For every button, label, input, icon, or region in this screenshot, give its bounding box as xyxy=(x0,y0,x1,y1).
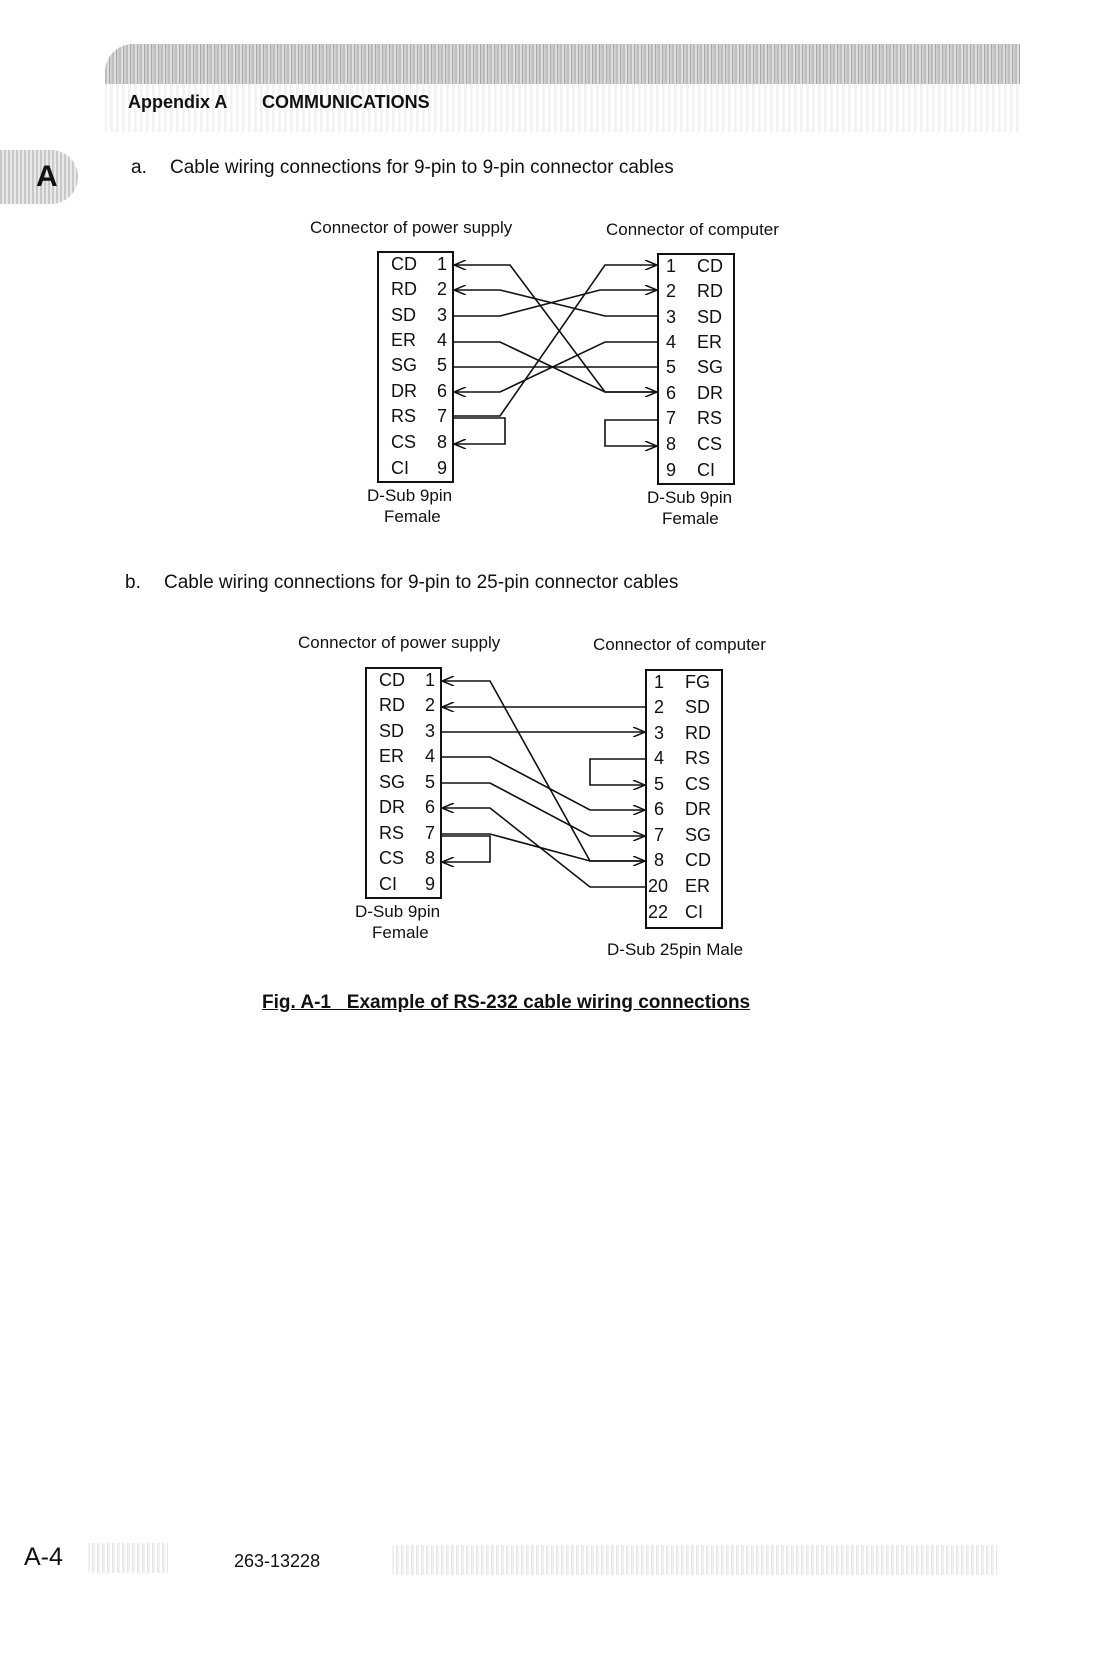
section-b-right-pin-num: 4 xyxy=(654,748,665,768)
section-a-left-pin-num: 4 xyxy=(437,330,448,350)
section-a-left-pin-sig: SD xyxy=(391,305,417,325)
section-b-right-pin-num: 20 xyxy=(648,876,669,896)
footer-page-number: A-4 xyxy=(24,1543,63,1571)
section-b-right-pin-sig: RS xyxy=(685,748,711,768)
section-a-right-pin-num: 9 xyxy=(666,460,677,480)
section-b-right-pins xyxy=(648,672,711,922)
section-a-right-pin-sig: ER xyxy=(697,332,723,352)
section-b-right-pin-sig: SD xyxy=(685,697,711,717)
section-a-right-heading: Connector of computer xyxy=(606,220,779,239)
section-a-left-pin-num: 1 xyxy=(437,254,448,274)
section-b-left-pin-sig: RD xyxy=(379,695,405,715)
section-b-left-pin-num: 8 xyxy=(425,848,436,868)
section-a-left-pin-sig: DR xyxy=(391,381,417,401)
wire-b-right-loop xyxy=(590,759,646,785)
section-b-right-pin-num: 7 xyxy=(654,825,665,845)
section-b-left-pin-num: 4 xyxy=(425,746,436,766)
section-b-right-caption: D-Sub 25pin Male xyxy=(607,940,744,959)
section-a-left-pin-sig: CD xyxy=(391,254,417,274)
footer-doc-number: 263-13228 xyxy=(234,1551,321,1571)
section-b-right-pin-sig: DR xyxy=(685,799,711,819)
section-a-right-caption-2: Female xyxy=(662,509,719,528)
section-a-left-pin-sig: SG xyxy=(391,355,418,375)
section-a-left-pin-sig: CI xyxy=(391,458,409,478)
section-a-left-caption-2: Female xyxy=(384,507,441,526)
section-b-left-pin-num: 9 xyxy=(425,874,436,894)
section-b-left-pin-sig: RS xyxy=(379,823,405,843)
section-b-right-pin-sig: CI xyxy=(685,902,703,922)
section-a-right-pin-num: 5 xyxy=(666,357,677,377)
section-b-left-pin-num: 6 xyxy=(425,797,436,817)
section-a-left-pin-sig: ER xyxy=(391,330,417,350)
appendix-tab-letter: A xyxy=(36,160,58,193)
section-a-right-pin-num: 8 xyxy=(666,434,677,454)
section-a-right-pin-sig: SD xyxy=(697,307,723,327)
section-a-left-pin-num: 9 xyxy=(437,458,448,478)
section-b-left-pin-sig: CS xyxy=(379,848,405,868)
section-a-right-pin-sig: RD xyxy=(697,281,723,301)
section-a-right-pin-num: 1 xyxy=(666,256,677,276)
section-b-label: b. xyxy=(125,572,141,593)
section-b-left-pin-sig: ER xyxy=(379,746,405,766)
section-a-right-pin-sig: SG xyxy=(697,357,724,377)
section-b-right-pin-num: 3 xyxy=(654,723,665,743)
section-b-right-pin-num: 8 xyxy=(654,850,665,870)
section-a-right-pin-sig: CS xyxy=(697,434,723,454)
section-a-left-pin-num: 7 xyxy=(437,406,448,426)
section-b-right-pin-num: 6 xyxy=(654,799,665,819)
wire-b-left-loop xyxy=(441,836,490,862)
section-a-right-caption-1: D-Sub 9pin xyxy=(647,488,733,507)
section-a-left-pin-num: 3 xyxy=(437,305,448,325)
section-b-left-caption-2: Female xyxy=(372,923,429,942)
section-a-left-pin-sig: CS xyxy=(391,432,417,452)
section-b-right-pin-sig: CS xyxy=(685,774,711,794)
section-b-left-pin-num: 2 xyxy=(425,695,436,715)
footer-pattern-left xyxy=(88,1543,168,1573)
section-a-title: Cable wiring connections for 9-pin to 9-pin connector cables xyxy=(170,157,674,178)
section-b-right-pin-num: 22 xyxy=(648,902,669,922)
section-b-wires xyxy=(441,681,646,887)
section-b-right-pin-sig: ER xyxy=(685,876,711,896)
section-a-left-pin-sig: RS xyxy=(391,406,417,426)
wire-b-rs7-cd8 xyxy=(441,834,644,861)
appendix-label: Appendix A xyxy=(128,92,228,112)
section-a-right-pin-num: 7 xyxy=(666,408,677,428)
section-b-right-pin-num: 5 xyxy=(654,774,665,794)
section-a-right-pin-sig: CD xyxy=(697,256,723,276)
section-b-right-heading: Connector of computer xyxy=(593,635,766,654)
appendix-title: COMMUNICATIONS xyxy=(262,92,430,112)
figure-caption: Fig. A-1 Example of RS-232 cable wiring connections xyxy=(262,992,751,1013)
section-a-left-pin-sig: RD xyxy=(391,279,417,299)
section-b-left-pin-sig: SD xyxy=(379,721,405,741)
section-a-right-pin-sig: RS xyxy=(697,408,723,428)
section-a-right-pin-num: 3 xyxy=(666,307,677,327)
section-b-left-pin-num: 5 xyxy=(425,772,436,792)
section-b-left-heading: Connector of power supply xyxy=(298,633,501,652)
section-a-right-pin-num: 4 xyxy=(666,332,677,352)
section-a-left-pin-num: 6 xyxy=(437,381,448,401)
section-b-left-pins xyxy=(379,670,435,894)
section-a-right-pin-num: 2 xyxy=(666,281,677,301)
section-b-left-pin-num: 7 xyxy=(425,823,436,843)
section-b-left-pin-sig: CD xyxy=(379,670,405,690)
wire-b-er20-dr6 xyxy=(443,808,646,887)
section-b-right-pin-sig: SG xyxy=(685,825,712,845)
section-b-right-pin-sig: FG xyxy=(685,672,710,692)
section-b-left-caption-1: D-Sub 9pin xyxy=(355,902,441,921)
section-b-left-pin-sig: DR xyxy=(379,797,405,817)
section-a-right-pin-num: 6 xyxy=(666,383,677,403)
section-a-left-pin-num: 5 xyxy=(437,355,448,375)
section-b-left-pin-sig: CI xyxy=(379,874,397,894)
section-b-right-pin-sig: CD xyxy=(685,850,711,870)
section-a-left-pin-num: 2 xyxy=(437,279,448,299)
section-b-title: Cable wiring connections for 9-pin to 25-pin connector cables xyxy=(164,572,679,593)
section-a-left-heading: Connector of power supply xyxy=(310,218,513,237)
section-a-label: a. xyxy=(131,157,147,178)
section-a-right-pin-sig: CI xyxy=(697,460,715,480)
section-b-left-pin-num: 1 xyxy=(425,670,436,690)
section-b-right-pin-num: 1 xyxy=(654,672,665,692)
section-a-right-pin-sig: DR xyxy=(697,383,723,403)
section-a-left-caption-1: D-Sub 9pin xyxy=(367,486,453,505)
footer-pattern-right xyxy=(392,1545,997,1575)
section-b-right-pin-num: 2 xyxy=(654,697,665,717)
section-b-left-pin-sig: SG xyxy=(379,772,406,792)
section-b-left-pin-num: 3 xyxy=(425,721,436,741)
section-b-right-pin-sig: RD xyxy=(685,723,711,743)
section-a-left-pin-num: 8 xyxy=(437,432,448,452)
